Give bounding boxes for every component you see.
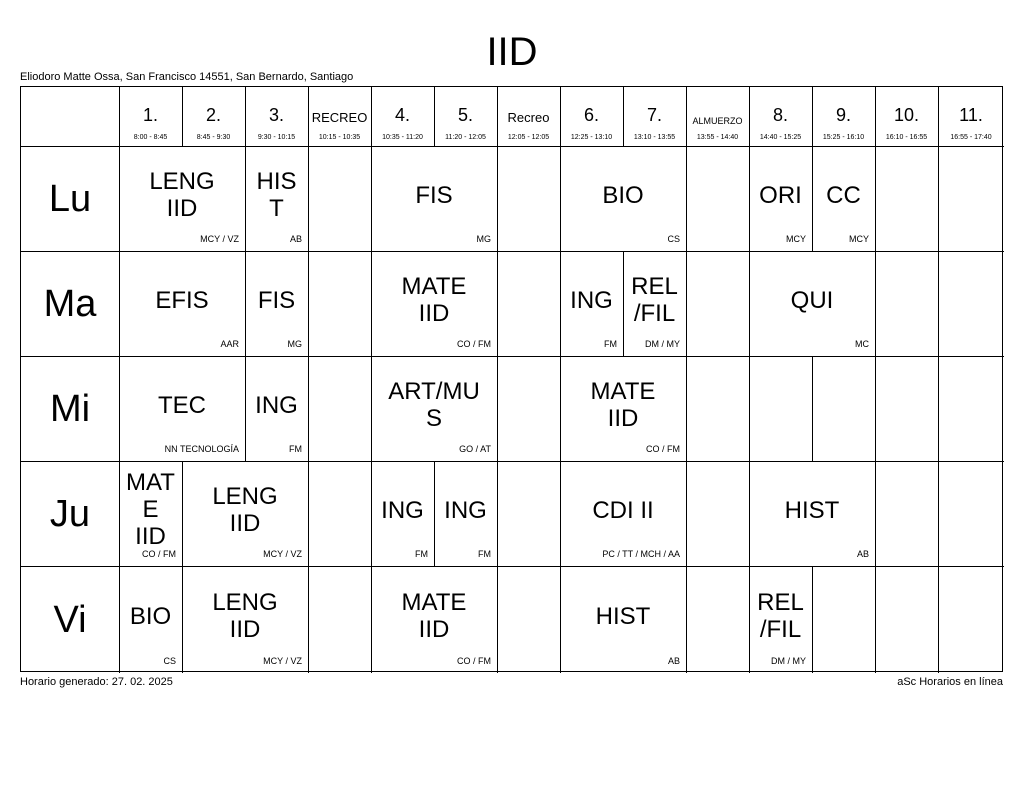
period-header [119,87,182,146]
lesson-subject [562,378,684,432]
lesson-subject-line: ING [255,391,298,419]
lesson-subject [562,603,684,630]
lesson-teacher: CS [667,234,680,244]
lesson-subject [121,168,243,222]
lesson-subject [373,497,432,524]
day-label-cell [21,566,119,673]
lesson-subject-line: IID [607,405,639,432]
lesson-subject [751,589,810,643]
lesson-teacher: MCY [849,234,869,244]
grid-line [875,251,876,356]
lesson-subject-line: FIS [415,181,453,209]
grid-line [686,251,687,356]
lesson-teacher: CO / FM [457,339,491,349]
lesson-subject [436,497,495,524]
period-header [686,87,749,146]
day-label: Vi [53,598,87,641]
grid-line [938,356,939,461]
lesson-subject-line: LENG [212,589,278,616]
lesson-teacher: GO / AT [459,444,491,454]
period-time: 10:35 - 11:20 [382,134,423,141]
lesson-subject-line: MAT [126,469,175,496]
lesson-cell[interactable] [560,251,623,356]
lesson-cell[interactable] [560,356,686,461]
lesson-subject-line: ING [570,286,613,314]
lesson-teacher: FM [604,339,617,349]
grid-line [308,566,309,673]
lesson-subject [751,182,810,209]
lesson-teacher: FM [289,444,302,454]
grid-line [875,146,876,251]
lesson-subject-line: CDI II [592,496,654,524]
lesson-teacher: MCY / VZ [263,549,302,559]
period-header [371,87,434,146]
period-time: 14:40 - 15:25 [759,134,802,141]
period-time: 12:25 - 13:10 [570,134,613,141]
grid-line [938,461,939,566]
lesson-subject [373,182,495,209]
period-label: 4. [394,105,410,125]
lesson-teacher: PC / TT / MCH / AA [602,549,680,559]
period-header [938,87,1004,146]
period-time: 13:10 - 13:55 [633,134,676,141]
lesson-cell[interactable] [434,461,497,566]
generated-date: Horario generado: 27. 02. 2025 [20,676,173,688]
lesson-cell[interactable] [371,461,434,566]
period-header [308,87,371,146]
grid-line [497,461,498,566]
period-header [560,87,623,146]
grid-line [812,566,813,673]
period-label: 11. [959,105,983,125]
period-time: 10:15 - 10:35 [318,134,361,141]
school-address: Eliodoro Matte Ossa, San Francisco 14551, San Bernardo, Santiago [20,71,354,83]
period-label: 1. [142,105,158,125]
lesson-cell[interactable] [749,461,875,566]
lesson-subject-line: REL [757,589,804,616]
lesson-cell[interactable] [371,146,497,251]
lesson-subject-line: IID [418,616,450,643]
grid-line [812,356,813,461]
lesson-subject-line: E [142,496,159,523]
lesson-cell[interactable] [245,146,308,251]
lesson-subject-line: CC [826,181,861,209]
lesson-teacher: MCY / VZ [263,656,302,666]
lesson-subject-line: IID [166,195,198,222]
lesson-teacher: DM / MY [645,339,680,349]
lesson-cell[interactable] [371,566,497,673]
grid-line [308,251,309,356]
lesson-subject-line: HIS [256,168,297,195]
grid-line [875,356,876,461]
lesson-subject-line: ORI [759,181,802,209]
grid-line [497,251,498,356]
period-label: 5. [457,105,473,125]
lesson-subject-line: REL [631,273,678,300]
period-time: 12:05 - 12:05 [507,134,550,141]
grid-line [686,461,687,566]
lesson-cell[interactable] [119,146,245,251]
lesson-cell[interactable] [371,356,497,461]
day-label-cell [21,251,119,356]
period-label: ALMUERZO [692,116,743,126]
period-label: 7. [646,105,662,125]
lesson-teacher: MC [855,339,869,349]
period-label: RECREO [311,110,368,125]
grid-line [875,461,876,566]
period-time: 13:55 - 14:40 [696,134,739,141]
lesson-cell[interactable] [812,146,875,251]
lesson-cell[interactable] [560,146,686,251]
day-label: Mi [49,387,91,430]
lesson-subject-line: TEC [158,391,206,419]
lesson-cell[interactable] [749,566,812,673]
day-label-cell [21,146,119,251]
lesson-teacher: AB [856,549,869,559]
lesson-teacher: FM [415,549,428,559]
lesson-cell[interactable] [119,461,182,566]
period-header [434,87,497,146]
period-time: 8:45 - 9:30 [196,134,231,141]
lesson-teacher: MG [287,339,302,349]
day-label: Ju [49,492,91,535]
grid-line [749,356,750,461]
day-label-cell [21,461,119,566]
lesson-cell[interactable] [182,566,308,673]
lesson-subject-line: IID [229,510,261,537]
lesson-cell[interactable] [371,251,497,356]
grid-line [686,356,687,461]
lesson-teacher: MCY [786,234,806,244]
lesson-subject [121,469,180,550]
lesson-subject [121,392,243,419]
period-label: 9. [835,105,851,125]
lesson-subject [184,589,306,643]
period-label: 8. [772,105,788,125]
lesson-subject-line: MATE [401,589,467,616]
lesson-subject-line: LENG [149,168,215,195]
lesson-subject-line: QUI [790,286,834,314]
lesson-subject-line: LENG [212,483,278,510]
lesson-teacher: CO / FM [457,656,491,666]
lesson-subject [751,287,873,314]
lesson-cell[interactable] [749,251,875,356]
lesson-teacher: MCY / VZ [200,234,239,244]
lesson-subject [751,497,873,524]
lesson-subject-line: IID [135,523,166,550]
lesson-teacher: CO / FM [646,444,680,454]
grid-line [938,251,939,356]
lesson-cell[interactable] [245,251,308,356]
lesson-teacher: NN TECNOLOGÍA [164,444,239,454]
lesson-subject-line: HIST [595,602,651,630]
period-label: 2. [205,105,221,125]
lesson-subject-line: IID [418,300,450,327]
lesson-teacher: MG [476,234,491,244]
software-credit: aSc Horarios en línea [897,676,1003,688]
grid-line [497,356,498,461]
grid-line [497,566,498,673]
period-header [875,87,938,146]
lesson-subject-line: IID [229,616,261,643]
lesson-teacher: FM [478,549,491,559]
lesson-subject [562,497,684,524]
day-label: Lu [48,177,92,220]
lesson-subject-line: FIS [257,286,296,314]
period-label: 10. [893,105,920,125]
period-time: 15:25 - 16:10 [822,134,865,141]
period-header [623,87,686,146]
lesson-subject-line: MATE [590,378,656,405]
lesson-subject [247,168,306,222]
lesson-subject [373,378,495,432]
day-label-cell [21,356,119,461]
lesson-subject-line: HIST [784,496,840,524]
lesson-subject [247,287,306,314]
period-label: Recreo [507,110,550,125]
period-time: 16:10 - 16:55 [885,134,928,141]
grid-line [308,461,309,566]
period-label: 6. [583,105,599,125]
lesson-cell[interactable] [182,461,308,566]
lesson-subject-line: ART/MU [388,378,480,405]
period-header [749,87,812,146]
grid-line [686,146,687,251]
lesson-subject [373,273,495,327]
period-header [245,87,308,146]
grid-line [308,146,309,251]
lesson-subject-line: S [425,405,442,432]
lesson-cell[interactable] [245,356,308,461]
lesson-subject-line: MATE [401,273,467,300]
lesson-subject-line: BIO [129,602,172,630]
lesson-subject [121,287,243,314]
lesson-cell[interactable] [560,461,686,566]
lesson-subject-line: BIO [602,181,644,209]
grid-line [686,566,687,673]
lesson-cell[interactable] [119,356,245,461]
page-title: IID [486,30,538,74]
period-header [497,87,560,146]
lesson-teacher: AB [289,234,302,244]
lesson-subject [121,603,180,630]
grid-line [308,356,309,461]
lesson-subject [247,392,306,419]
period-time: 8:00 - 8:45 [133,134,168,141]
lesson-cell[interactable] [623,251,686,356]
lesson-cell[interactable] [119,251,245,356]
grid-line [497,146,498,251]
lesson-teacher: CS [163,656,176,666]
lesson-cell[interactable] [560,566,686,673]
lesson-subject-line: /FIL [633,300,676,327]
period-header [182,87,245,146]
lesson-subject [184,483,306,537]
lesson-subject-line: EFIS [155,286,209,314]
day-label: Ma [43,282,97,325]
lesson-subject [562,182,684,209]
lesson-teacher: AAR [220,339,239,349]
lesson-subject [373,589,495,643]
lesson-cell[interactable] [749,146,812,251]
lesson-teacher: DM / MY [771,656,806,666]
lesson-subject-line: ING [444,496,487,524]
grid-line [875,566,876,673]
period-label: 3. [268,105,284,125]
lesson-subject-line: /FIL [759,616,802,643]
lesson-subject-line: ING [381,496,424,524]
period-time: 11:20 - 12:05 [445,134,486,141]
period-header [812,87,875,146]
lesson-subject-line: T [269,195,284,222]
period-time: 9:30 - 10:15 [257,134,296,141]
timetable-grid [20,86,1003,672]
period-time: 16:55 - 17:40 [950,134,992,141]
grid-line [938,146,939,251]
lesson-cell[interactable] [119,566,182,673]
lesson-subject [814,182,873,209]
grid-line [938,566,939,673]
lesson-subject [562,287,621,314]
lesson-teacher: AB [667,656,680,666]
lesson-teacher: CO / FM [142,549,176,559]
lesson-subject [625,273,684,327]
